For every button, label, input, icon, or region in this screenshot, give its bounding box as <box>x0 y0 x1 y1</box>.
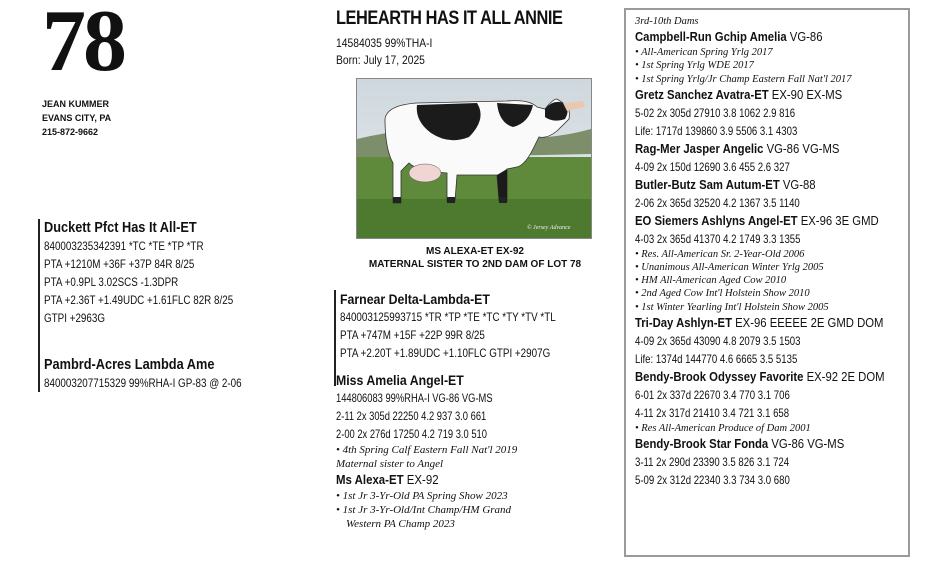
dam-entry-record: Life: 1374d 144770 4.6 6665 3.5 5135 <box>635 351 798 366</box>
consignor-phone: 215-872-9662 <box>42 127 99 137</box>
dam-entry-name: Bendy-Brook Star Fonda <box>635 436 769 452</box>
dam-entry-record: Life: 1717d 139860 3.9 5506 3.1 4303 <box>635 123 798 138</box>
granddam-line: 2-11 2x 305d 22250 4.2 937 3.0 661 <box>336 409 487 423</box>
dam-entry-name: Bendy-Brook Odyssey Favorite <box>635 368 804 384</box>
dam-entry-note: • Res All-American Produce of Dam 2001 <box>635 422 811 434</box>
cow-photo <box>356 78 592 239</box>
dam-entry-class: EX-96 3E GMD <box>797 212 879 228</box>
dam-entry-heading <box>635 86 885 104</box>
dam-entry-note: • 2nd Aged Cow Int'l Holstein Show 2010 <box>635 288 810 300</box>
dam-entry-class: EX-92 2E DOM <box>803 368 885 384</box>
sire-line: PTA +2.36T +1.49UDC +1.61FLC 82R 8/25 <box>44 293 234 307</box>
dam-entry-name: Tri-Day Ashlyn-ET <box>635 314 732 330</box>
consignor-info <box>42 97 111 139</box>
sister-note: • 1st Jr 3-Yr-Old PA Spring Show 2023 <box>336 490 508 502</box>
dam-entry-class: VG-86 VG-MS <box>768 436 845 452</box>
dam-line: 840003207715329 99%RHA-I GP-83 @ 2-06 <box>44 376 242 390</box>
caption-line: MS ALEXA-ET EX-92 <box>426 246 524 257</box>
sire-name: Duckett Pfct Has It All-ET <box>44 220 197 236</box>
dam-entry-note: • 1st Spring Yrlg WDE 2017 <box>635 60 754 72</box>
sire-block <box>38 219 314 361</box>
dam-entry-note: • Res. All-American Sr. 2-Year-Old 2006 <box>635 248 805 260</box>
dam-entry-heading <box>635 435 885 453</box>
consignor-name: JEAN KUMMER <box>42 99 110 109</box>
sister-heading <box>336 471 513 489</box>
dam-entry-heading <box>635 176 885 194</box>
dams-panel <box>624 8 910 557</box>
dam-entry-class: EX-96 EEEEE 2E GMD DOM <box>731 314 884 330</box>
dam-entry-heading <box>635 368 885 386</box>
dam-entry-heading <box>635 212 885 230</box>
dam-entry-class: VG-88 <box>779 176 816 192</box>
dam-entry-class: EX-90 EX-MS <box>768 86 843 102</box>
sire-line: PTA +1210M +36F +37P 84R 8/25 <box>44 257 195 271</box>
granddam-block <box>336 371 537 531</box>
dam-entry-heading <box>635 314 885 332</box>
animal-id: 14584035 99%THA-I <box>336 36 433 50</box>
granddam-line: 144806083 99%RHA-I VG-86 VG-MS <box>336 391 493 405</box>
dam-entry-name: Rag-Mer Jasper Angelic <box>635 140 764 156</box>
sister-note: • 1st Jr 3-Yr-Old/Int Champ/HM Grand <box>336 504 512 516</box>
dam-entry-record: 4-11 2x 317d 21410 3.4 721 3.1 658 <box>635 405 790 420</box>
granddam-note: • 4th Spring Calf Eastern Fall Nat'l 2019 <box>336 444 518 456</box>
sister-class: EX-92 <box>403 472 439 487</box>
sire-line: 840003235342391 *TC *TE *TP *TR <box>44 239 204 253</box>
dam-entry-note: • 1st Spring Yrlg/Jr Champ Eastern Fall Nat'l 2017 <box>635 73 852 85</box>
sire-line: GTPI +2963G <box>44 311 105 325</box>
dam-entry-class: VG-86 <box>786 29 823 45</box>
dam-entry-record: 2-06 2x 365d 32520 4.2 1367 3.5 1140 <box>635 195 800 210</box>
mgs-line: PTA +2.20T +1.89UDC +1.10FLC GTPI +2907G <box>340 346 551 360</box>
dam-entry-record: 4-09 2x 150d 12690 3.6 455 2.6 327 <box>635 159 790 174</box>
dams-panel-heading: 3rd-10th Dams <box>635 16 699 27</box>
dam-entry-record: 3-11 2x 290d 23390 3.5 826 3.1 724 <box>635 455 790 470</box>
dam-name: Pambrd-Acres Lambda Ame <box>44 357 215 373</box>
granddam-name: Miss Amelia Angel-ET <box>336 372 464 388</box>
sister-name: Ms Alexa-ET <box>336 472 404 487</box>
dam-entry-record: 5-02 2x 305d 27910 3.8 1062 2.9 816 <box>635 105 796 120</box>
photo-watermark: © Jersey Advance <box>527 225 571 231</box>
mgs-name: Farnear Delta-Lambda-ET <box>340 291 490 307</box>
lot-number: 78 <box>42 0 124 90</box>
mgs-line: PTA +747M +15F +22P 99R 8/25 <box>340 328 485 342</box>
cow-photo-illustration <box>357 79 591 238</box>
dam-entry-name: Campbell-Run Gchip Amelia <box>635 29 787 45</box>
mgs-line: 840003125993715 *TR *TP *TE *TC *TY *TV *TL <box>340 310 556 324</box>
dam-entry-name: EO Siemers Ashlyns Angel-ET <box>635 212 798 228</box>
sister-note: Western PA Champ 2023 <box>346 518 455 530</box>
dam-entry-note: • All-American Spring Yrlg 2017 <box>635 47 773 59</box>
dam-entry-record: 6-01 2x 337d 22670 3.4 770 3.1 706 <box>635 387 790 402</box>
consignor-location: EVANS CITY, PA <box>42 113 112 123</box>
sire-line: PTA +0.9PL 3.02SCS -1.3DPR <box>44 275 179 289</box>
photo-caption <box>336 245 614 271</box>
dam-entry-heading <box>635 28 885 46</box>
dam-entry-name: Gretz Sanchez Avatra-ET <box>635 86 769 102</box>
caption-line: MATERNAL SISTER TO 2ND DAM OF LOT 78 <box>368 259 582 270</box>
dam-entry-record: 4-09 2x 365d 43090 4.8 2079 3.5 1503 <box>635 333 801 348</box>
dam-entry-name: Butler-Butz Sam Autum-ET <box>635 176 780 192</box>
animal-born: Born: July 17, 2025 <box>336 53 425 67</box>
animal-info <box>336 35 448 69</box>
dam-entry-record: 5-09 2x 312d 22340 3.3 734 3.0 680 <box>635 473 790 488</box>
dam-entry-note: • 1st Winter Yearling Int'l Holstein Show 2005 <box>635 301 829 313</box>
dam-entry-class: VG-86 VG-MS <box>763 140 840 156</box>
dam-entry-heading <box>635 140 885 158</box>
animal-name: LEHEARTH HAS IT ALL ANNIE <box>336 8 563 29</box>
dam-entry-record: 4-03 2x 365d 41370 4.2 1749 3.3 1355 <box>635 231 801 246</box>
granddam-line: 2-00 2x 276d 17250 4.2 719 3.0 510 <box>336 427 487 441</box>
dams-panel-content <box>635 15 922 489</box>
dam-block <box>38 356 285 392</box>
dam-entry-note: • Unanimous All-American Winter Yrlg 2005 <box>635 262 824 274</box>
granddam-note: Maternal sister to Angel <box>336 458 444 470</box>
dam-entry-note: • HM All-American Aged Cow 2010 <box>635 275 787 287</box>
